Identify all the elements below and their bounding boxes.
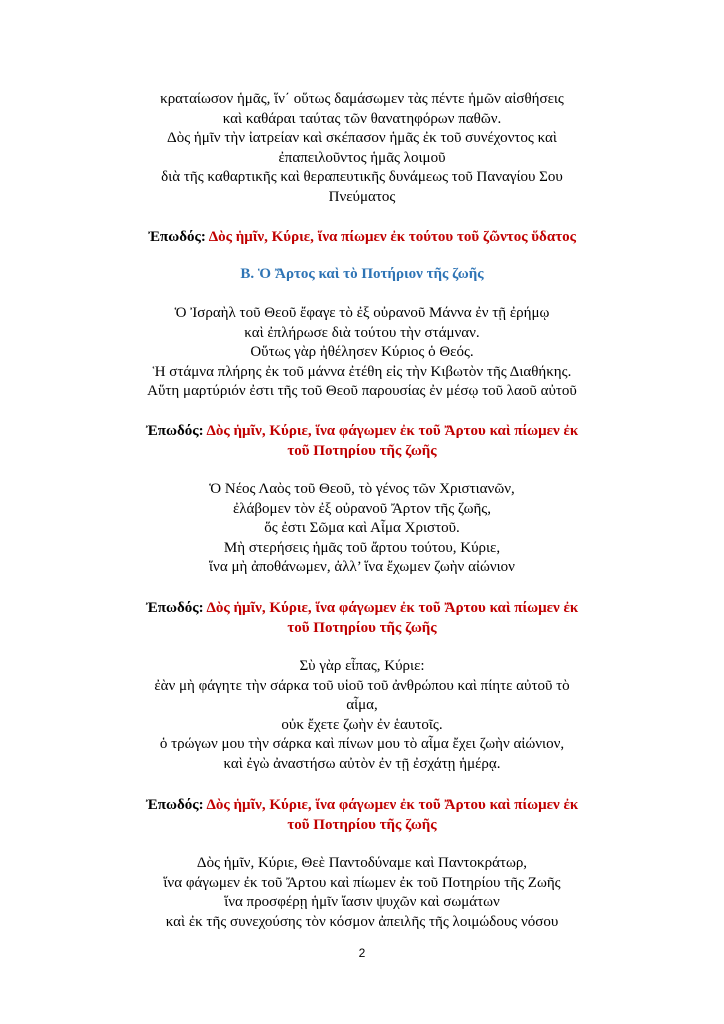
stanza-line: καὶ ἐκ τῆς συνεχούσης τὸν κόσμον ἀπειλῆς τῆς λοιμώδους νόσου — [165, 913, 559, 930]
refrain-4 — [95, 795, 629, 835]
refrain-3 — [95, 598, 629, 638]
stanza-line: Δὸς ἡμῖν, Κύριε, Θεὲ Παντοδύναμε καὶ Παντοκράτωρ, — [196, 855, 528, 871]
stanza-line: Δὸς ἡμῖν τὴν ἰατρείαν καὶ σκέπασον ἡμᾶς ἐκ τοῦ συνέχοντος καὶ — [167, 130, 557, 146]
stanza-line: ἐὰν μὴ φάγητε τὴν σάρκα τοῦ υἱοῦ τοῦ ἀνθρώπου καὶ πίητε αὐτοῦ τὸ — [154, 677, 570, 694]
refrain-text-cont: τοῦ Ποτηρίου τῆς ζωῆς — [287, 817, 437, 833]
stanza-line: ὅς ἐστι Σῶμα καὶ Αἷμα Χριστοῦ. — [264, 520, 460, 536]
refrain-1 — [95, 227, 629, 247]
refrain-text: Δὸς ἡμῖν, Κύριε, ἵνα φάγωμεν ἐκ τοῦ Ἄρτου καὶ πίωμεν ἐκ — [206, 600, 579, 616]
stanza-1 — [95, 90, 629, 207]
stanza-line: Ὁ Ἰσραὴλ τοῦ Θεοῦ ἔφαγε τὸ ἐξ οὐρανοῦ Μάννα ἐν τῇ ἐρήμῳ — [174, 305, 550, 321]
stanza-3 — [95, 480, 629, 578]
stanza-line: Ἡ στάμνα πλήρης ἐκ τοῦ μάννα ἐτέθη εἰς τὴν Κιβωτὸν τῆς Διαθήκης. — [152, 363, 572, 380]
refrain-text: Δὸς ἡμῖν, Κύριε, ἵνα πίωμεν ἐκ τούτου τοῦ ζῶντος ὕδατος — [208, 229, 576, 245]
stanza-line: Σὺ γὰρ εἶπας, Κύριε: — [299, 658, 425, 674]
stanza-line: Ὁ Νέος Λαὸς τοῦ Θεοῦ, τὸ γένος τῶν Χριστιανῶν, — [209, 481, 515, 497]
section-heading: Β. Ὁ Ἄρτος καὶ τὸ Ποτήριον τῆς ζωῆς — [240, 266, 484, 282]
refrain-text: Δὸς ἡμῖν, Κύριε, ἵνα φάγωμεν ἐκ τοῦ Ἄρτου καὶ πίωμεν ἐκ — [206, 797, 579, 813]
stanza-2 — [95, 304, 629, 402]
refrain-label: Ἐπωδός: — [148, 229, 206, 245]
stanza-line: Αὕτη μαρτύριόν ἐστι τῆς τοῦ Θεοῦ παρουσίας ἐν μέσῳ τοῦ λαοῦ αὐτοῦ — [147, 383, 577, 399]
stanza-line: καὶ ἐπλήρωσε διὰ τούτου τὴν στάμναν. — [244, 324, 480, 341]
stanza-line: καὶ ἐγὼ ἀναστήσω αὐτὸν ἐν τῇ ἐσχάτῃ ἡμέρᾳ. — [223, 755, 501, 772]
stanza-5 — [95, 854, 629, 932]
stanza-line: διὰ τῆς καθαρτικῆς καὶ θεραπευτικῆς δυνάμεως τοῦ Παναγίου Σου — [161, 169, 563, 185]
refrain-2 — [95, 421, 629, 461]
stanza-line: ἵνα μὴ ἀποθάνωμεν, ἀλλ’ ἵνα ἔχωμεν ζωὴν αἰώνιον — [209, 559, 515, 575]
page-number: 2 — [358, 946, 366, 960]
stanza-line: ὁ τρώγων μου τὴν σάρκα καὶ πίνων μου τὸ αἷμα ἔχει ζωὴν αἰώνιον, — [159, 736, 565, 752]
stanza-line: οὐκ ἔχετε ζωὴν ἐν ἑαυτοῖς. — [281, 716, 443, 733]
stanza-line: αἷμα, — [346, 697, 378, 713]
stanza-line: καὶ καθάραι ταύτας τῶν θανατηφόρων παθῶν. — [222, 110, 502, 127]
refrain-label: Ἐπωδός: — [145, 797, 204, 813]
refrain-label: Ἐπωδός: — [145, 600, 204, 616]
stanza-line: ἵνα φάγωμεν ἐκ τοῦ Ἄρτου καὶ πίωμεν ἐκ τοῦ Ποτηρίου τῆς Ζωῆς — [163, 874, 561, 891]
stanza-line: ἵνα προσφέρῃ ἡμῖν ἴασιν ψυχῶν καὶ σωμάτων — [224, 894, 500, 910]
stanza-line: ἐλάβομεν τὸν ἐξ οὐρανοῦ Ἄρτον τῆς ζωῆς, — [232, 500, 491, 517]
refrain-text-cont: τοῦ Ποτηρίου τῆς ζωῆς — [287, 443, 437, 459]
stanza-line: Πνεύματος — [328, 188, 396, 205]
refrain-label: Ἐπωδός: — [145, 423, 204, 439]
stanza-4 — [95, 657, 629, 774]
stanza-line: Οὕτως γὰρ ἠθέλησεν Κύριος ὁ Θεός. — [250, 344, 474, 360]
stanza-line: κραταίωσον ἡμᾶς, ἵν΄ οὕτως δαμάσωμεν τὰς πέντε ἡμῶν αἰσθήσεις — [160, 91, 564, 107]
stanza-line: ἐπαπειλοῦντος ἡμᾶς λοιμοῦ — [278, 149, 446, 166]
refrain-text-cont: τοῦ Ποτηρίου τῆς ζωῆς — [287, 620, 437, 636]
refrain-text: Δὸς ἡμῖν, Κύριε, ἵνα φάγωμεν ἐκ τοῦ Ἄρτου καὶ πίωμεν ἐκ — [206, 423, 579, 439]
stanza-line: Μὴ στερήσεις ἡμᾶς τοῦ ἄρτου τούτου, Κύριε, — [223, 539, 501, 556]
